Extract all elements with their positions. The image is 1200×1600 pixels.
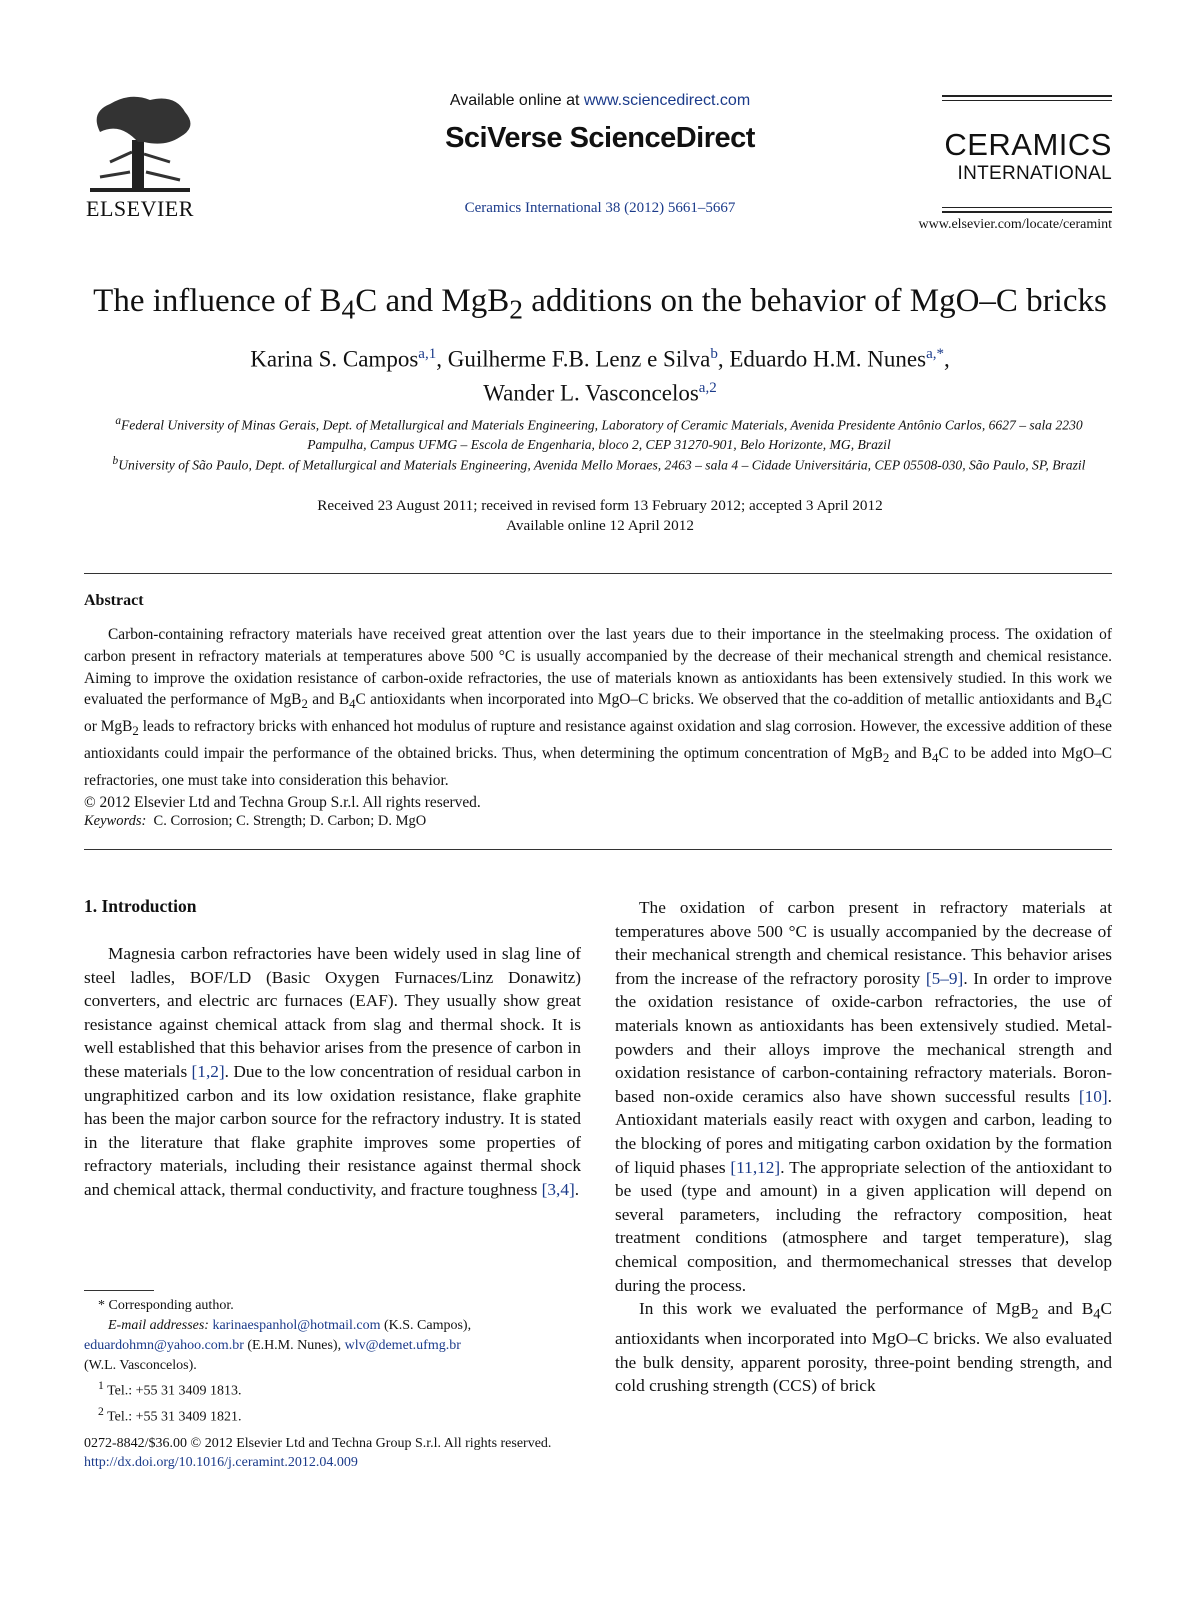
author-vasconcelos: Wander L. Vasconcelos (483, 380, 699, 406)
available-prefix: Available online at (449, 92, 584, 109)
journal-rule-top-thin (942, 100, 1112, 101)
available-online (300, 92, 900, 110)
footnote-tel-1: $^1$ Tel.: +55 31 3409 1813. (98, 1379, 242, 1399)
author-lenz: , Guilherme F.B. Lenz e Silva (436, 346, 711, 372)
footnote-emails-end: (W.L. Vasconcelos). (84, 1358, 197, 1373)
author-campos: Karina S. Campos (250, 346, 419, 372)
rule-below-keywords (84, 849, 1112, 850)
intro-paragraph-3: In this work we evaluated the performance of MgB$_2$ and $B_4C$ antioxidants when incorporated into MgO–C bricks. We also evaluated the bulk density, apparent porosity, three-point bending strength, and cold crushing strength (CCS) of brick (615, 1299, 1112, 1396)
keywords: Keywords: C. Corrosion; C. Strength; D. Carbon; D. MgO (84, 813, 427, 829)
bottom-info (84, 1434, 684, 1472)
abstract-heading: Abstract (84, 592, 144, 609)
author-list: Karina S. Campos$^{a,1}$, Guilherme F.B. Lenz e Silva$^b$, Eduardo H.M. Nunes$^{a,*}$, Wander L. Vasconcelos$^{a,2}$ (250, 346, 950, 406)
right-column (615, 896, 1112, 1398)
citation-link[interactable]: Ceramics International 38 (2012) 5661–5667 (464, 200, 736, 216)
footnote-emails-cont: eduardohmn@yahoo.com.br (E.H.M. Nunes), wlv@demet.ufmg.br (84, 1338, 461, 1353)
author-nunes: , Eduardo H.M. Nunes (717, 346, 927, 372)
doi-link[interactable]: http://dx.doi.org/10.1016/j.ceramint.2012.04.009 (84, 1455, 358, 1470)
intro-paragraph-2: The oxidation of carbon present in refractory materials at temperatures above 500 °C is usually accompanied by the decrease of their mechanical strength and chemical resistance. This behavior arises from the increase of the refractory porosity [5–9]. In order to improve the oxidation resistance of oxide-carbon refractories, the use of materials known as antioxidants has been extensively studied. Metal-powders and their alloys improve the mechanical strength and oxidation resistance of carbon-containing refractory materials. Boron-based non-oxide ceramics also have shown successful results [10]. Antioxidant materials easily react with oxygen and carbon, leading to the blocking of pores and mitigating carbon oxidation by the formation of liquid phases [11,12]. The appropriate selection of the antioxidant to be used (type and amount) in a given application will depend on several parameters, including the refractory composition, heat treatment conditions (atmosphere and target temperature), slag chemical composition, and thermomechanical stresses that develop during the process. (615, 898, 1112, 1295)
platform-name: SciVerse ScienceDirect (445, 122, 755, 154)
online-date: Available online 12 April 2012 (506, 517, 694, 534)
intro-paragraph-1: Magnesia carbon refractories have been widely used in slag line of steel ladles, BOF/LD (Basic Oxygen Furnaces/Linz Donawitz) converters, and electric arc furnaces (EAF). They usually show great resistance against chemical attack from slag and thermal shock. It is well established that this behavior arises from the presence of carbon in these materials [1,2]. Due to the low concentration of residual carbon in ungraphitized carbon and its low oxidation resistance, flake graphite has been the major carbon source for the refractory industry. It is stated in the literature that flake graphite improves some properties of refractory materials, including their resistance against thermal shock and chemical attack, thermal conductivity, and fracture toughness [3,4]. (84, 944, 581, 1199)
affiliation-b: $^b$University of São Paulo, Dept. of Metallurgical and Materials Engineering, Avenida Mello Moraes, 2463 – sala 4 – Cidade Universitária, CEP 05508-030, São Paulo, SP, Brazil (112, 455, 1086, 473)
email-vasconcelos[interactable]: wlv@demet.ufmg.br (344, 1338, 461, 1353)
journal-name-line1: CERAMICS (944, 127, 1112, 162)
journal-citation[interactable] (300, 200, 900, 217)
paper-title: The influence of $B_4C$ and MgB$_2$ additions on the behavior of MgO–C bricks (93, 283, 1107, 325)
publisher-name: ELSEVIER (86, 196, 194, 221)
abstract-text: Carbon-containing refractory materials have received great attention over the last years due to their importance in the steelmaking process. The oxidation of carbon present in refractory materials at temperatures above 500 °C is usually accompanied by the decrease of their mechanical strength and chemical resistance. Aiming to improve the oxidation resistance of carbon-oxide refractories, the use of materials known as antioxidants has been extensively studied. In this work we evaluated the performance of MgB$_2$ and $B_4C$ antioxidants when incorporated into MgO–C bricks. We observed that the co-addition of metallic antioxidants and $B_4C$ or MgB$_2$ leads to refractory bricks with enhanced hot modulus of rupture and resistance against oxidation and slag corrosion. However, the excessive addition of these antioxidants could impair the performance of the obtained bricks. Thus, when determining the optimum concentration of MgB$_2$ and $B_4C$ to be added into MgO–C refractories, one must take into consideration this behavior. © 2012 Elsevier Ltd and Techna Group S.r.l. All rights reserved. (84, 626, 1112, 811)
author-nunes-affil[interactable]: a,* (926, 346, 944, 362)
footnote-emails: E-mail addresses: karinaespanhol@hotmail.com (K.S. Campos), (108, 1318, 472, 1333)
footnote-rule (84, 1290, 154, 1291)
journal-name-line2: INTERNATIONAL (957, 163, 1112, 184)
ref-3-4[interactable]: [3,4] (541, 1179, 575, 1199)
ref-5-9[interactable]: [5–9] (925, 968, 964, 988)
journal-rule-top (942, 95, 1112, 97)
article-dates (100, 496, 1100, 536)
ref-1-2[interactable]: [1,2] (191, 1061, 225, 1081)
ref-11-12[interactable]: [11,12] (730, 1157, 781, 1177)
left-column (84, 942, 581, 1202)
affiliation-a: $^a$Federal University of Minas Gerais, Dept. of Metallurgical and Materials Engineering, Laboratory of Ceramic Materials, Avenida Presidente Antônio Carlos, 6627 – sala 2230 Pampulha, Campus UFMG – Escola de Engenharia, bloco 2, CEP 31270-901, Belo Horizonte, MG, Brazil (115, 415, 1083, 452)
issn-copyright: 0272-8842/$36.00 © 2012 Elsevier Ltd and Techna Group S.r.l. All rights reserved. (84, 1436, 552, 1451)
abstract-copyright: © 2012 Elsevier Ltd and Techna Group S.r.l. All rights reserved. (84, 793, 481, 811)
journal-rule-bottom-thin (942, 207, 1112, 208)
author-campos-affil[interactable]: a,1 (418, 346, 437, 362)
journal-homepage: www.elsevier.com/locate/ceramint (918, 217, 1112, 232)
sciencedirect-link[interactable]: www.sciencedirect.com (583, 92, 751, 109)
footnote-corresponding: * Corresponding author. (98, 1298, 234, 1313)
email-nunes[interactable]: eduardohmn@yahoo.com.br (84, 1338, 244, 1353)
rule-above-abstract (84, 573, 1112, 574)
journal-rule-bottom (942, 211, 1112, 213)
received-dates: Received 23 August 2011; received in revised form 13 February 2012; accepted 3 April 2012 (317, 497, 883, 514)
footnote-tel-2: $^2$ Tel.: +55 31 3409 1821. (98, 1404, 242, 1425)
author-lenz-affil[interactable]: b (710, 346, 718, 362)
section-heading-introduction: 1. Introduction (84, 896, 197, 916)
footnotes (84, 1296, 584, 1427)
author-vasconcelos-affil[interactable]: a,2 (698, 379, 717, 396)
ref-10[interactable]: [10] (1078, 1086, 1108, 1106)
email-campos[interactable]: karinaespanhol@hotmail.com (212, 1318, 381, 1333)
